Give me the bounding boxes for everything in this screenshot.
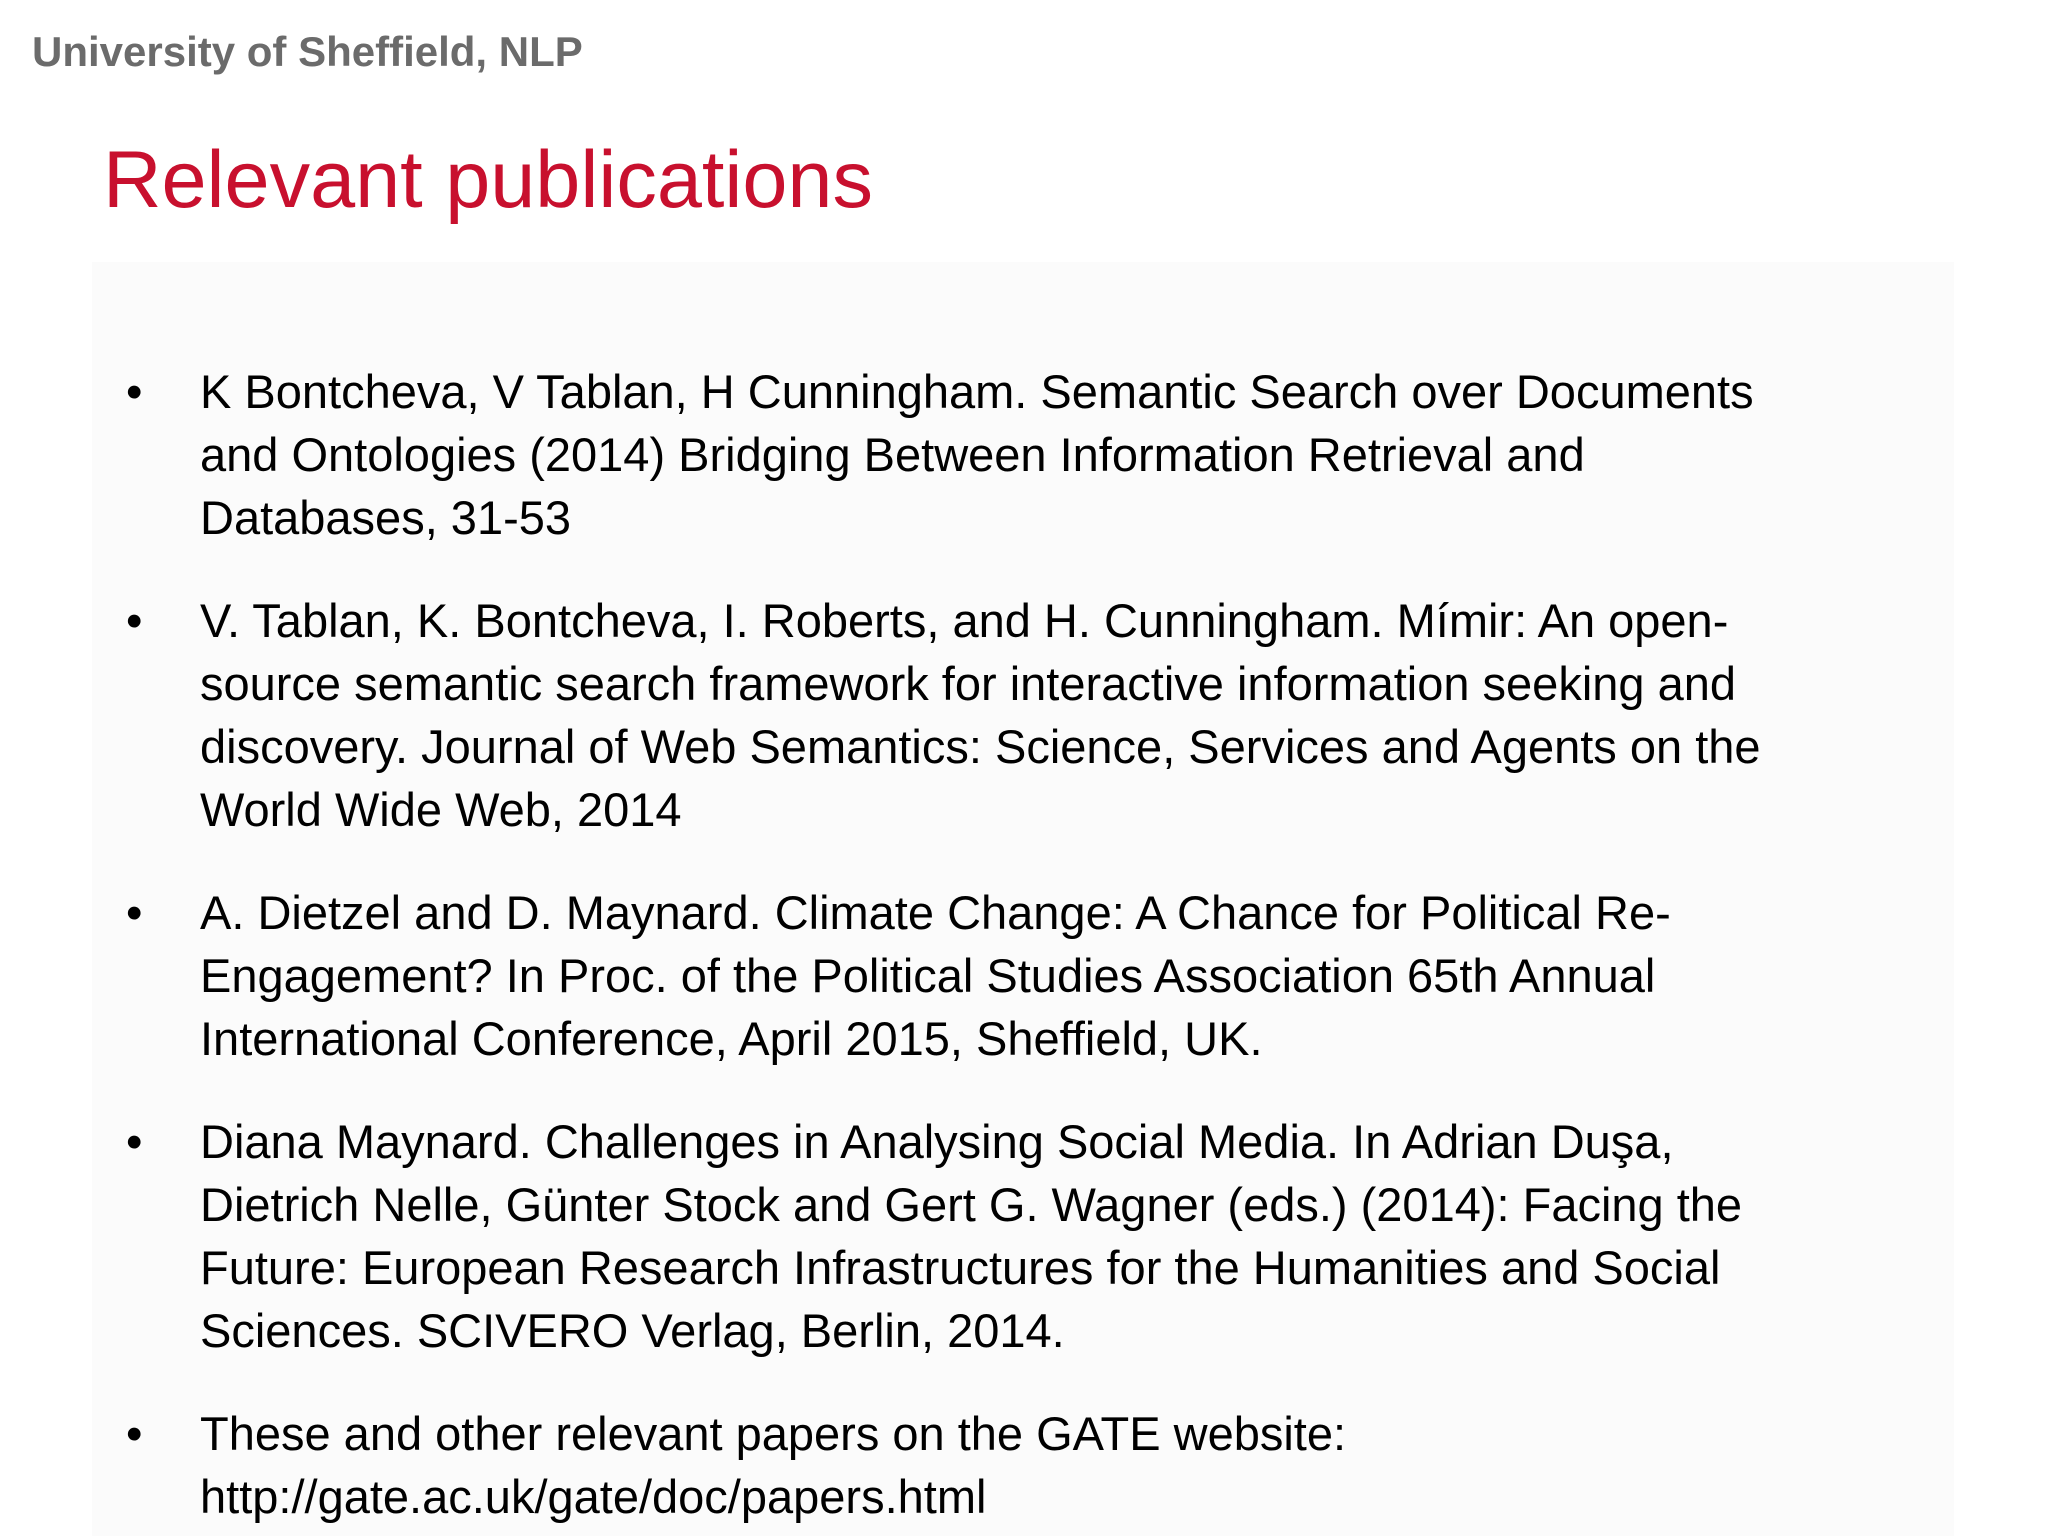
publication-line: A. Dietzel and D. Maynard. Climate Change: A Chance for Political Re- [200,886,1671,939]
bullet-icon: • [126,886,143,939]
gate-papers-link[interactable]: http://gate.ac.uk/gate/doc/papers.html [200,1470,987,1523]
publication-line: World Wide Web, 2014 [200,783,682,836]
publication-line: discovery. Journal of Web Semantics: Science, Services and Agents on the [200,720,1761,773]
publication-line: Future: European Research Infrastructures for the Humanities and Social [200,1241,1721,1294]
publication-item [120,1110,1920,1362]
publication-line: V. Tablan, K. Bontcheva, I. Roberts, and H. Cunningham. Mímir: An open- [200,594,1729,647]
publication-line: Diana Maynard. Challenges in Analysing Social Media. In Adrian Duşa, [200,1115,1674,1168]
publication-line: International Conference, April 2015, Sheffield, UK. [200,1012,1263,1065]
publication-item [120,1402,1920,1528]
publication-line: Databases, 31-53 [200,491,572,544]
publication-item [120,360,1920,549]
publication-list [120,360,1920,1536]
bullet-icon: • [126,1115,143,1168]
publication-item [120,881,1920,1070]
publication-line: source semantic search framework for interactive information seeking and [200,657,1737,710]
publication-line: Dietrich Nelle, Günter Stock and Gert G. Wagner (eds.) (2014): Facing the [200,1178,1743,1231]
org-header: University of Sheffield, NLP [32,28,583,75]
publication-line: Sciences. SCIVERO Verlag, Berlin, 2014. [200,1304,1065,1357]
publication-line: These and other relevant papers on the GATE website: [200,1407,1347,1460]
publication-line: and Ontologies (2014) Bridging Between Information Retrieval and [200,428,1585,481]
publication-item [120,589,1920,841]
slide-title: Relevant publications [103,135,873,225]
bullet-icon: • [126,594,143,647]
publication-line: Engagement? In Proc. of the Political Studies Association 65th Annual [200,949,1656,1002]
bullet-icon: • [126,1407,143,1460]
bullet-icon: • [126,365,143,418]
publication-line: K Bontcheva, V Tablan, H Cunningham. Semantic Search over Documents [200,365,1754,418]
